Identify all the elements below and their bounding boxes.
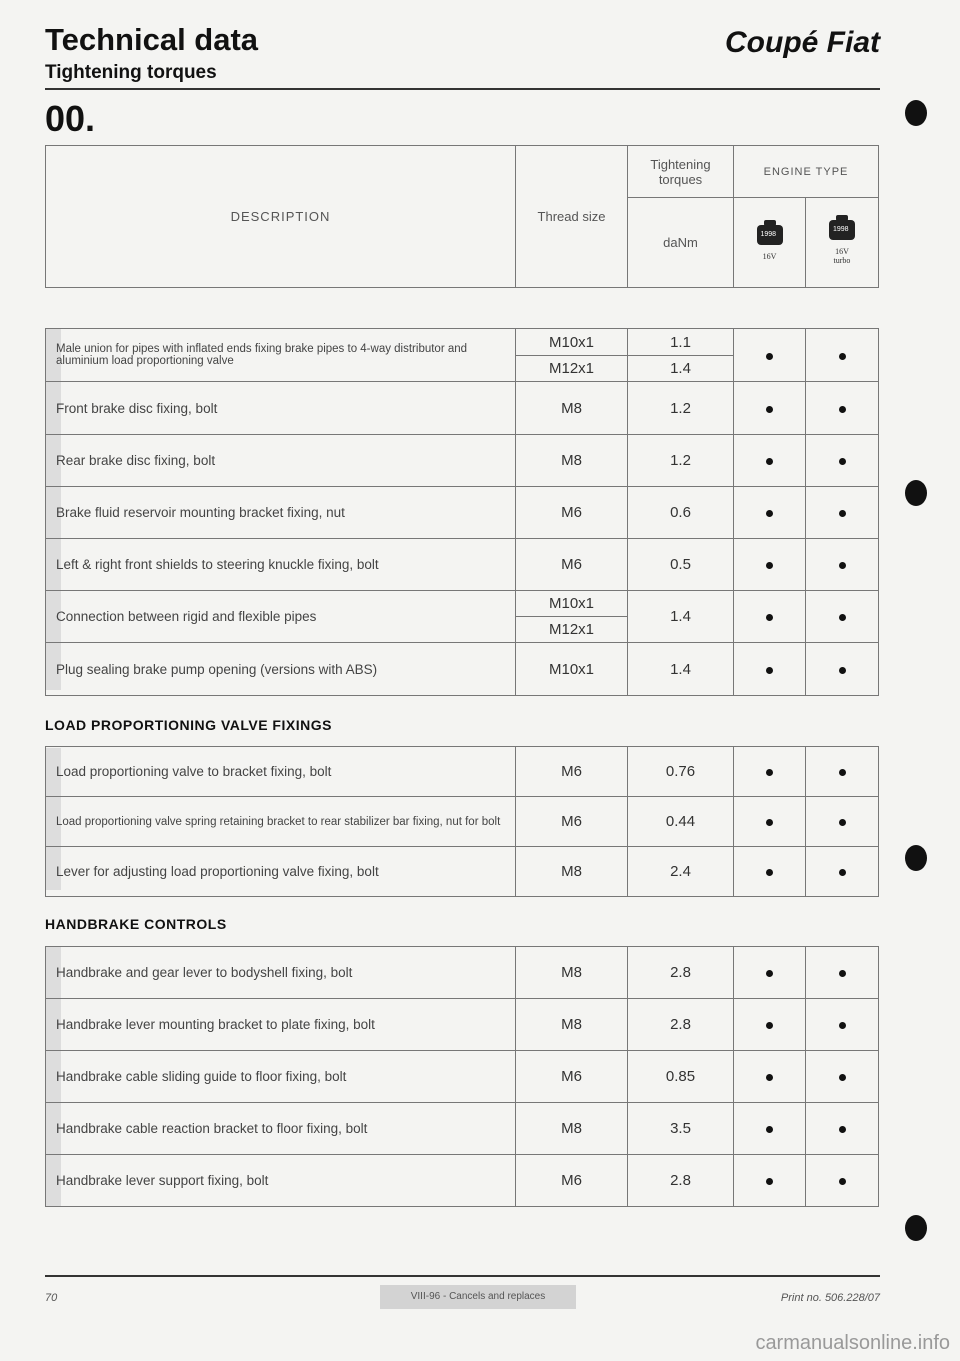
bullet-icon xyxy=(839,353,846,360)
row-description: Load proportioning valve spring retaining bracket to rear stabilizer bar fixing, nut for bolt xyxy=(46,797,516,847)
bullet-icon xyxy=(766,1126,773,1133)
engine-16v-turbo-header xyxy=(806,198,879,288)
margin-dot xyxy=(905,845,927,871)
engine-turbo-mark xyxy=(806,643,879,696)
header-rule xyxy=(45,88,880,90)
table-row xyxy=(46,847,879,897)
engine-16v-mark xyxy=(734,487,806,539)
section-code: 00. xyxy=(45,98,96,139)
table-row xyxy=(46,382,879,435)
engine-turbo-mark xyxy=(806,747,879,797)
table-row xyxy=(46,797,879,847)
torque: 1.4 xyxy=(628,643,734,696)
torque: 3.5 xyxy=(628,1103,734,1155)
table-row xyxy=(46,747,879,797)
unit-header: daNm xyxy=(628,198,734,288)
engine-turbo-mark xyxy=(806,999,879,1051)
bullet-icon xyxy=(766,406,773,413)
torque: 0.76 xyxy=(628,747,734,797)
bullet-icon xyxy=(839,667,846,674)
engine-16v-mark xyxy=(734,999,806,1051)
thread-size: M8 xyxy=(516,382,628,435)
load-valve-table xyxy=(45,746,879,897)
engine-turbo-mark xyxy=(806,435,879,487)
torque: 0.85 xyxy=(628,1051,734,1103)
thread-size: M10x1 xyxy=(516,329,628,356)
engine-16v-mark xyxy=(734,643,806,696)
document-title: Technical data xyxy=(45,22,259,57)
torque: 1.2 xyxy=(628,435,734,487)
row-description: Front brake disc fixing, bolt xyxy=(46,382,516,435)
engine-turbo-mark xyxy=(806,797,879,847)
table-row xyxy=(46,999,879,1051)
bullet-icon xyxy=(839,562,846,569)
thread-size: M6 xyxy=(516,747,628,797)
bullet-icon xyxy=(839,819,846,826)
torque: 2.8 xyxy=(628,1155,734,1207)
row-description: Connection between rigid and flexible pipes xyxy=(46,591,516,643)
thread-size: M6 xyxy=(516,539,628,591)
row-description: Handbrake cable sliding guide to floor fixing, bolt xyxy=(46,1051,516,1103)
document-subtitle: Tightening torques xyxy=(45,62,217,83)
description-header: DESCRIPTION xyxy=(46,146,516,288)
thread-size: M10x1 xyxy=(516,643,628,696)
table-row xyxy=(46,487,879,539)
table-row xyxy=(46,1155,879,1207)
thread-size: M8 xyxy=(516,947,628,999)
thread-size: M6 xyxy=(516,1155,628,1207)
bullet-icon xyxy=(839,1074,846,1081)
bullet-icon xyxy=(766,458,773,465)
row-description: Plug sealing brake pump opening (versions with ABS) xyxy=(46,643,516,696)
bullet-icon xyxy=(766,510,773,517)
bullet-icon xyxy=(839,510,846,517)
row-description: Handbrake and gear lever to bodyshell fixing, bolt xyxy=(46,947,516,999)
torque: 0.5 xyxy=(628,539,734,591)
engine-turbo-mark xyxy=(806,487,879,539)
bullet-icon xyxy=(766,667,773,674)
torque: 1.2 xyxy=(628,382,734,435)
bullet-icon xyxy=(839,406,846,413)
bullet-icon xyxy=(839,769,846,776)
torque: 2.4 xyxy=(628,847,734,897)
torque: 1.1 xyxy=(628,329,734,356)
engine-16v-mark xyxy=(734,539,806,591)
table-row xyxy=(46,329,879,356)
group-heading-handbrake: HANDBRAKE CONTROLS xyxy=(45,916,227,932)
engine-16v-mark xyxy=(734,947,806,999)
bullet-icon xyxy=(839,614,846,621)
row-description: Lever for adjusting load proportioning valve fixing, bolt xyxy=(46,847,516,897)
torque: 0.44 xyxy=(628,797,734,847)
engine-16v-mark xyxy=(734,1051,806,1103)
engine-16v-header xyxy=(734,198,806,288)
row-description: Handbrake lever mounting bracket to plate fixing, bolt xyxy=(46,999,516,1051)
tightening-torques-header: Tightening torques xyxy=(628,146,734,198)
engine-icon: 1998 xyxy=(757,225,783,245)
thread-size: M12x1 xyxy=(516,617,628,643)
bullet-icon xyxy=(766,562,773,569)
engine-turbo-mark xyxy=(806,1103,879,1155)
engine-16v-mark xyxy=(734,329,806,382)
row-description: Male union for pipes with inflated ends fixing brake pipes to 4-way distributor and aluminium load proportioning valve xyxy=(46,329,516,382)
engine-turbo-mark xyxy=(806,329,879,382)
table-header xyxy=(45,145,879,288)
engine-16v-mark xyxy=(734,435,806,487)
engine-16v-mark xyxy=(734,1103,806,1155)
table-row xyxy=(46,643,879,696)
thread-size: M8 xyxy=(516,1103,628,1155)
engine-turbo-mark xyxy=(806,1051,879,1103)
engine-turbo-mark xyxy=(806,591,879,643)
bullet-icon xyxy=(766,353,773,360)
thread-size: M6 xyxy=(516,487,628,539)
table-row xyxy=(46,1103,879,1155)
engine-turbo-mark xyxy=(806,382,879,435)
engine-16v-label: 16V xyxy=(762,251,777,261)
engine-turbo-mark xyxy=(806,947,879,999)
bullet-icon xyxy=(766,1178,773,1185)
engine-16v-mark xyxy=(734,747,806,797)
torque: 2.8 xyxy=(628,947,734,999)
row-description: Rear brake disc fixing, bolt xyxy=(46,435,516,487)
table-row xyxy=(46,1051,879,1103)
bullet-icon xyxy=(766,1074,773,1081)
row-description: Brake fluid reservoir mounting bracket fixing, nut xyxy=(46,487,516,539)
engine-turbo-mark xyxy=(806,539,879,591)
bullet-icon xyxy=(839,1022,846,1029)
thread-size: M6 xyxy=(516,797,628,847)
handbrake-table xyxy=(45,946,879,1207)
bullet-icon xyxy=(766,769,773,776)
torque: 1.4 xyxy=(628,591,734,643)
brake-table xyxy=(45,328,879,696)
edition-note: VIII-96 - Cancels and replaces xyxy=(380,1285,576,1309)
engine-turbo-icon: 1998 xyxy=(829,220,855,240)
torque: 0.6 xyxy=(628,487,734,539)
row-description: Handbrake lever support fixing, bolt xyxy=(46,1155,516,1207)
engine-turbo-mark xyxy=(806,847,879,897)
table-row xyxy=(46,435,879,487)
bullet-icon xyxy=(766,869,773,876)
margin-dot xyxy=(905,1215,927,1241)
engine-16v-mark xyxy=(734,847,806,897)
table-row xyxy=(46,539,879,591)
bullet-icon xyxy=(839,1178,846,1185)
bullet-icon xyxy=(839,869,846,876)
torque: 1.4 xyxy=(628,356,734,382)
engine-16v-mark xyxy=(734,591,806,643)
thread-size: M12x1 xyxy=(516,356,628,382)
thread-size: M8 xyxy=(516,435,628,487)
bullet-icon xyxy=(766,970,773,977)
row-description: Left & right front shields to steering knuckle fixing, bolt xyxy=(46,539,516,591)
thread-size: M8 xyxy=(516,847,628,897)
bullet-icon xyxy=(766,1022,773,1029)
row-description: Load proportioning valve to bracket fixing, bolt xyxy=(46,747,516,797)
bullet-icon xyxy=(839,970,846,977)
thread-size-header: Thread size xyxy=(516,146,628,288)
brand-name: Coupé Fiat xyxy=(725,26,880,59)
bullet-icon xyxy=(766,614,773,621)
footer-rule xyxy=(45,1275,880,1277)
bullet-icon xyxy=(766,819,773,826)
bullet-icon xyxy=(839,458,846,465)
engine-16v-turbo-label: 16V turbo xyxy=(833,247,851,265)
engine-16v-mark xyxy=(734,1155,806,1207)
watermark: carmanualsonline.info xyxy=(755,1332,950,1354)
margin-dot xyxy=(905,100,927,126)
engine-16v-mark xyxy=(734,797,806,847)
row-description: Handbrake cable reaction bracket to floor fixing, bolt xyxy=(46,1103,516,1155)
engine-type-header: ENGINE TYPE xyxy=(734,146,879,198)
page-number: 70 xyxy=(45,1292,58,1304)
torque: 2.8 xyxy=(628,999,734,1051)
thread-size: M6 xyxy=(516,1051,628,1103)
bullet-icon xyxy=(839,1126,846,1133)
print-number: Print no. 506.228/07 xyxy=(780,1292,880,1304)
table-row xyxy=(46,591,879,617)
engine-turbo-mark xyxy=(806,1155,879,1207)
group-heading-load-valve: LOAD PROPORTIONING VALVE FIXINGS xyxy=(45,717,332,733)
table-row xyxy=(46,947,879,999)
thread-size: M8 xyxy=(516,999,628,1051)
thread-size: M10x1 xyxy=(516,591,628,617)
engine-16v-mark xyxy=(734,382,806,435)
margin-dot xyxy=(905,480,927,506)
